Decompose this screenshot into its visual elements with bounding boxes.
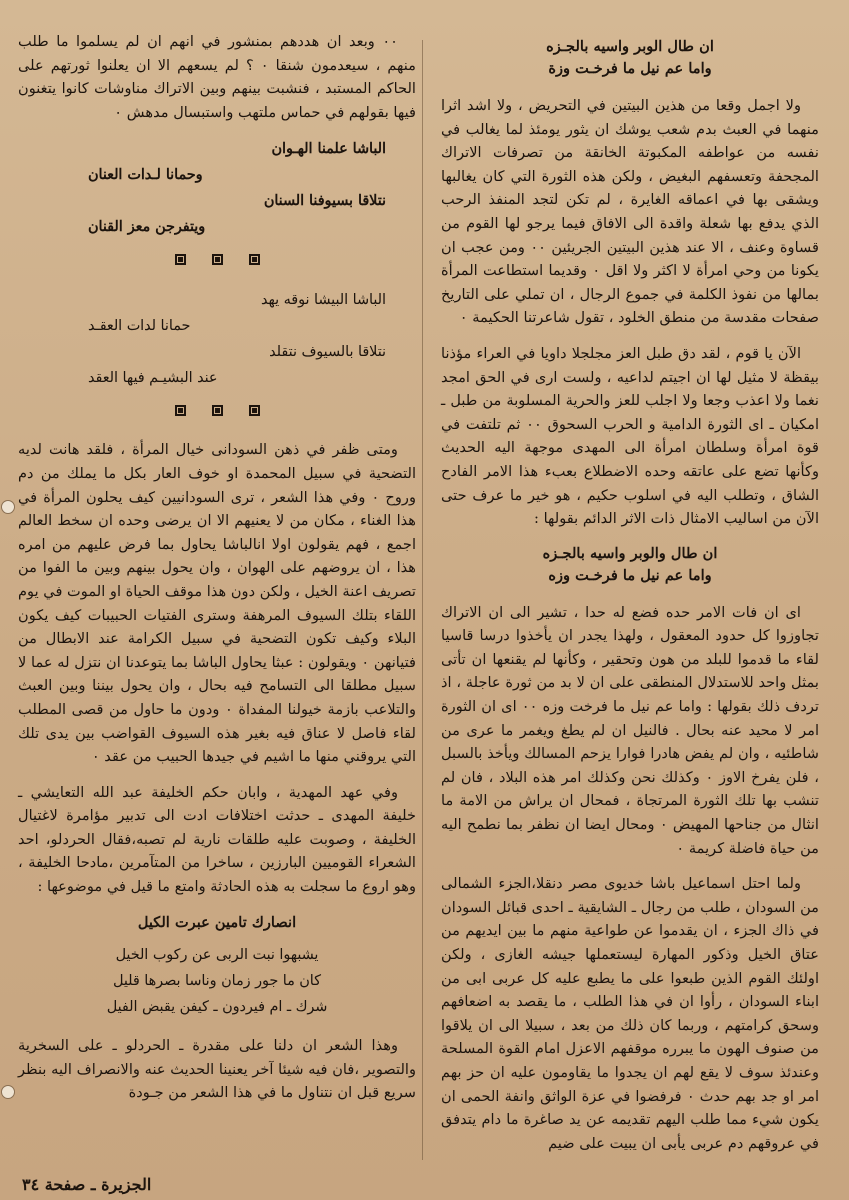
- square-ornament-icon: [212, 254, 223, 265]
- poem-line: وحمانا لـدات العنان: [88, 167, 203, 184]
- poem-one: [18, 136, 416, 240]
- right-column: [441, 30, 819, 1167]
- square-ornament-icon: [249, 405, 260, 416]
- binding-hole: [1, 1085, 15, 1099]
- page-footer: الجزيرة ـ صفحة ٣٤: [22, 1175, 152, 1194]
- column-divider: [422, 40, 423, 1160]
- square-ornament-icon: [249, 254, 260, 265]
- poem-two: [18, 287, 416, 391]
- paragraph: ولا اجمل وقعا من هذين البيتين في التحريض ، ولا اشد اثرا منهما في العبث بدم شعب يوشك ان يثور يومئذ لما يغالب في نفسه من عواطفه المكبوتة الخانقة من تصرفات الاتراك المجحفة وتعسفهم البغيض ، ولكن هذه الثورة التي كان يغالبها ويشقى بها في اعماقه الغايرة ، لم تكن لتجد المنفذ الرحب الذي يدفع بها شعلة واقدة الى الافاق فيما يرجو لها القوم من قساوة وعنف ، الا عند هذين البيتين الجريئين ٠٠ ومن عجب ان يكونا من وحي امرأة لا اكثر ولا اقل ٠ وقديما استطاعت المرأة بمالها من نفوذ الكلمة في جموع الرجال ، ان تملي على التاريخ صفحات مقدسة من منطق الخلود ، تقول شاعرتنا الحكيمة ٠: [441, 97, 820, 327]
- poem-line: نتلاقا بسيوفنا السنان: [263, 193, 386, 210]
- poem-line: كان ما جور زمان وناسا بصرها قليل: [113, 973, 321, 990]
- verse-line: واما عم نيل ما فرخـت وزه: [548, 566, 712, 584]
- poem-line: يشبهوا نبت الربى عن ركوب الخيل: [115, 947, 319, 964]
- separator-squares: [18, 254, 416, 265]
- poem-three-title: انصارك تامين عبرت الكيل: [137, 913, 297, 931]
- verse-line: واما عم نيل ما فرخـت وزة: [548, 60, 712, 77]
- poem-line: شرك ـ ام فيردون ـ كيفن يقبض الفيل: [106, 999, 328, 1016]
- paragraph: اى ان فات الامر حده فضع له حدا ، تشير الى ان الاتراك تجاوزوا كل حدود المعقول ، ولهذا يجدر ان يأخذوا درسا قاسيا لقاء ما قدموا للبلد من هون وتحقير ، وكأنها لم يقنعها ان تأتى بمثل واحد للاستدلال المنطقى على ان لا بد من ثورة عاجلة ، اذ تردف ذلك بقولها : واما عم نيل ما فرخت وزه ٠٠ اى ان الثورة امر لا محيد عنه بحال . فالنيل ان لم يطغ ويغمر ما عرى من شاطئيه ، وان لم يفض هادرا فوارا يزحم المسالك ويأخذ بالسبل ، فلن يفرخ الاوز ٠ وكذلك نحن وكذلك امر هذه البلاد ، فان لم تنشب بها تلك الثورة المرتجاة ، فمحال ان يراش من الامة ما انثال من جناحها المهيض ٠ ومحال ايضا ان نظفر بما نطمح اليه من حياة فاضلة كريمة ٠: [441, 603, 819, 857]
- square-ornament-icon: [175, 405, 186, 416]
- paragraph: الآن يا قوم ، لقد دق طبل العز مجلجلا داويا في العراء مؤذنا بيقظة لا مثيل لها ان اجيتم لداعيه ، ولست ارى في الحق امجد نغما ولا اعذب وجعا ولا اجلب للعز والحرية المسلوبة من طبل ـ امكيان ـ اى الثورة الدامية و الحرب السحوق ٠٠ ثم تلتفت في قوة امرأة وسلطان امرأة الى المهدى موجهة اليه الحديث وكأنها تضع على عاتقه وحده الاضطلاع بعبء هذا الامر الفادح الشاق ، وتطلب اليه في اسلوب حكيم ، هو خير ما عرف حتى الآن من اساليب الامثال ذات الاثر الدائم بقولها :: [441, 344, 819, 528]
- poem-line: عند البشيـم فيها العقد: [88, 370, 218, 387]
- separator-squares: [18, 405, 416, 416]
- poem-line: الباشا البيشا نوقه يهد: [261, 292, 386, 309]
- square-ornament-icon: [175, 254, 186, 265]
- poem-three: [18, 942, 416, 1020]
- paragraph: وهذا الشعر ان دلنا على مقدرة ـ الحردلو ـ على السخرية والتصوير ،فان فيه شيئا آخر يعنينا الحديث عنه والانصراف اليه بنظر سريع قبل ان نتناول ما في هذا الشعر من جـودة: [18, 1037, 416, 1102]
- left-column: [18, 30, 416, 1117]
- paragraph: ولما احتل اسماعيل باشا خديوى مصر دنقلا،الجزء الشمالى من السودان ، طلب من رجال ـ الشايقية ـ احدى قبائل السودان في ذاك الجزء ، ان يقدموا عن طواعية منهم ما بين ايديهم من عتاق الخيل وذكور المهارة ليستعملها جيشه الغازى ، ولكن اولئك القوم الذين طبعوا على ما يطبع عليه كل عربى ابى من ابناء السودان ، رأوا ان في هذا الطلب ، ما يقصد به اضعافهم وسحق كرامتهم ، وربما كان ذلك من بعد ، سبيلا الى ان يلاقوا من صنوف الهون ما يبرره موقفهم الاعزل امام القوة المسلحة وعندئذ سوف لا يقع لهم ان يجدوا ما يقاومون عليه ان حز بهم امر او جد بهم حدث ٠ فرفضوا في عزة الواثق وانفة الحمى ان يكون شيء مما طلب اليهم تقديمه عن يد صاغرة ما دام يتدفق في عروقهم دم عربى يأبى ان يبيت على ضيم: [441, 875, 820, 1152]
- verse-line: ان طال الوبر واسيه بالجـزه: [546, 38, 714, 55]
- square-ornament-icon: [212, 405, 223, 416]
- verse-top: [441, 36, 819, 80]
- paragraph: وفي عهد المهدية ، وابان حكم الخليفة عبد الله التعايشي ـ خليفة المهدى ـ حدثت اختلافات ادت الى تدبير مؤامرة لاغتيال الخليفة ، وصوبت عليه طلقات نارية لم تصبه،فقال الحردلو، احد الشعراء القوميين البارزين ، ساخرا من المتآمرين ،مادحا الخليفة ، وهو اروع ما سجلت به هذه الحادثة وامتع ما قيل في موضوعها :: [18, 783, 416, 896]
- poem-line: الباشا علمنا الهـوان: [271, 141, 386, 158]
- poem-line: حمانا لدات العقـد: [88, 318, 191, 335]
- binding-hole: [1, 500, 15, 514]
- verse-mid: [441, 543, 819, 587]
- poem-line: نتلاقا بالسيوف نتقلد: [269, 344, 386, 361]
- poem-line: ويتفرجن معز القنان: [88, 219, 206, 236]
- paragraph: ٠٠ وبعد ان هددهم بمنشور في انهم ان لم يسلموا ما طلب منهم ، سيعدمون شنقا ٠ ؟ لم يسعهم الا ان يعلنوا ثورتهم على الحاكم المستبد ، فنشبت بينهم وبين الاتراك مناوشات كانوا يتغنون فيها بقولهم في حماس ملتهب واستبسال مدهش ٠: [18, 33, 417, 121]
- verse-line: ان طال والوبر واسيه بالجـزه: [542, 544, 718, 562]
- paragraph: ومتى ظفر في ذهن السودانى خيال المرأة ، فلقد هانت لديه التضحية في سبيل المحمدة او خوف العار بكل ما يملك من دم وروح ٠ وفي هذا الشعر ، ترى السودانيين كيف يحلون المرأة في هذا الغناء ، مكان من لا يعنيهم الا ان يرضى وحده ان سخط العالم اجمع ، فهم يقولون اولا انالباشا يحاول بما فرض عليهم من امره هذا ، ان يروضهم على الهوان ، وان يحول بينهم وبين ما الفوا من تصريف اعنة الخيل ، ولكن دون هذا موقف الحياة او الموت في يوم اللقاء بتلك السيوف المرهفة وسترى الفتيات الحبيبات كيف يكون البلاء وكيف تكون التضحية في سبيل الكرامة عند الابطال من فتيانهن ٠ ويقولون : عبثا يحاول الباشا بما يتوعدنا ان نتزل له عما لا سبيل مطلقا الى التسامح فيه بحال ، وان يحول بيننا وبين العبث والتلاعب بازمة خيولنا المفداة ٠ ودون ما حاول من قصى المطلب لقاء فاصل لا عناق فيه بغير هذه السيوف القواضب بين يدى تلك التي يروقني منها ما اشيم في جيدها الحبيب من عقد ٠: [18, 441, 416, 766]
